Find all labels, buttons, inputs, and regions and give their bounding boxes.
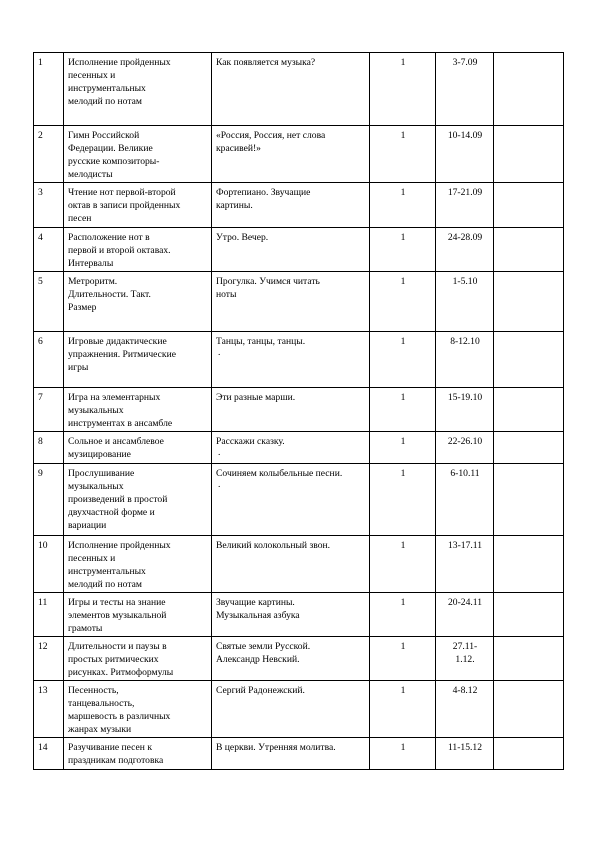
lesson-hours-cell xyxy=(370,681,436,738)
lesson-hours-cell xyxy=(370,228,436,272)
lesson-hours-text: 1 xyxy=(400,57,406,68)
lesson-number-cell xyxy=(34,388,64,432)
lesson-topic-cell xyxy=(64,432,212,464)
lesson-hours-text: 1 xyxy=(400,232,406,243)
table-row xyxy=(34,228,564,272)
lesson-theme-cell xyxy=(212,183,370,228)
lesson-topic-text: Гимн Российской Федерации. Великие русские композиторы- мелодисты xyxy=(68,130,160,180)
lesson-topic-cell xyxy=(64,183,212,228)
lesson-hours-text: 1 xyxy=(400,540,406,551)
table-row xyxy=(34,388,564,432)
lesson-hours-cell xyxy=(370,53,436,126)
lesson-mark-cell xyxy=(494,681,564,738)
lesson-hours-cell xyxy=(370,272,436,332)
lesson-topic-cell xyxy=(64,228,212,272)
table-row xyxy=(34,593,564,637)
lesson-date-cell xyxy=(436,637,494,681)
lesson-theme-cell xyxy=(212,432,370,464)
lesson-mark-cell xyxy=(494,738,564,770)
lesson-hours-cell xyxy=(370,536,436,593)
lesson-number-text: 8 xyxy=(38,436,43,447)
lesson-topic-text: Чтение нот первой-второй октав в записи пройденных песен xyxy=(68,187,181,224)
lesson-date-text: 8-12.10 xyxy=(450,336,480,347)
lesson-date-cell xyxy=(436,464,494,536)
lesson-date-text: 6-10.11 xyxy=(450,468,480,479)
lesson-hours-cell xyxy=(370,332,436,388)
lesson-date-text: 17-21.09 xyxy=(447,187,483,198)
lesson-mark-cell xyxy=(494,126,564,183)
lesson-mark-cell xyxy=(494,228,564,272)
lesson-topic-cell xyxy=(64,593,212,637)
lesson-number-text: 5 xyxy=(38,276,43,287)
lesson-mark-cell xyxy=(494,637,564,681)
lesson-hours-text: 1 xyxy=(400,392,406,403)
lesson-number-text: 13 xyxy=(38,685,48,696)
lesson-topic-cell xyxy=(64,536,212,593)
lesson-mark-cell xyxy=(494,183,564,228)
lesson-topic-cell xyxy=(64,388,212,432)
lesson-date-cell xyxy=(436,536,494,593)
lesson-theme-text: Танцы, танцы, танцы. xyxy=(216,336,306,347)
lesson-topic-text: Прослушивание музыкальных произведений в простой двухчастной форме и вариации xyxy=(68,468,168,531)
lesson-hours-text: 1 xyxy=(400,597,406,608)
lesson-date-text: 11-15.12 xyxy=(447,742,483,753)
lesson-number-text: 7 xyxy=(38,392,43,403)
lesson-hours-text: 1 xyxy=(400,187,406,198)
lesson-hours-text: 1 xyxy=(400,336,406,347)
lesson-mark-cell xyxy=(494,332,564,388)
lesson-date-text: 24-28.09 xyxy=(447,232,483,243)
lesson-number-text: 10 xyxy=(38,540,48,551)
table-row xyxy=(34,681,564,738)
lesson-hours-cell xyxy=(370,464,436,536)
lesson-date-cell xyxy=(436,593,494,637)
lesson-hours-cell xyxy=(370,183,436,228)
lesson-date-cell xyxy=(436,126,494,183)
lesson-number-cell xyxy=(34,536,64,593)
lesson-mark-cell xyxy=(494,536,564,593)
lesson-topic-cell xyxy=(64,738,212,770)
lesson-date-cell xyxy=(436,681,494,738)
lesson-theme-cell xyxy=(212,228,370,272)
lesson-date-text: 3-7.09 xyxy=(452,57,478,68)
lesson-hours-cell xyxy=(370,637,436,681)
lesson-topic-text: Игровые дидактические упражнения. Ритмические игры xyxy=(68,336,176,373)
lesson-topic-text: Расположение нот в первой и второй октавах. Интервалы xyxy=(68,232,171,269)
lesson-theme-cell xyxy=(212,464,370,536)
lesson-theme-cell xyxy=(212,681,370,738)
lesson-theme-text: Звучащие картины. Музыкальная азбука xyxy=(216,597,300,621)
lesson-number-text: 9 xyxy=(38,468,43,479)
table-row xyxy=(34,637,564,681)
lesson-mark-cell xyxy=(494,464,564,536)
lesson-hours-cell xyxy=(370,432,436,464)
lesson-theme-text: Фортепиано. Звучащие картины. xyxy=(216,187,311,211)
table-row xyxy=(34,536,564,593)
lesson-hours-text: 1 xyxy=(400,685,406,696)
theme-dot-mark: . xyxy=(218,447,221,458)
lesson-topic-cell xyxy=(64,126,212,183)
lesson-theme-cell xyxy=(212,536,370,593)
lesson-number-cell xyxy=(34,593,64,637)
lesson-theme-text: Сочиняем колыбельные песни. xyxy=(216,468,343,479)
lesson-hours-text: 1 xyxy=(400,468,406,479)
lesson-topic-cell xyxy=(64,53,212,126)
theme-dot-mark: . xyxy=(218,347,221,358)
lesson-date-cell xyxy=(436,738,494,770)
lesson-hours-text: 1 xyxy=(400,641,406,652)
lesson-mark-cell xyxy=(494,432,564,464)
lesson-number-text: 4 xyxy=(38,232,43,243)
lesson-number-cell xyxy=(34,681,64,738)
lesson-theme-text: Святые земли Русской. Александр Невский. xyxy=(216,641,311,665)
lesson-date-text: 20-24.11 xyxy=(447,597,483,608)
lesson-date-cell xyxy=(436,272,494,332)
lesson-number-cell xyxy=(34,228,64,272)
lesson-date-cell xyxy=(436,432,494,464)
lesson-mark-cell xyxy=(494,388,564,432)
lesson-mark-cell xyxy=(494,53,564,126)
lesson-topic-cell xyxy=(64,332,212,388)
table-row xyxy=(34,183,564,228)
lesson-number-text: 1 xyxy=(38,57,43,68)
lesson-topic-text: Сольное и ансамблевое музицирование xyxy=(68,436,164,460)
theme-dot-mark: . xyxy=(218,479,221,490)
lesson-number-cell xyxy=(34,126,64,183)
lesson-date-text: 4-8.12 xyxy=(452,685,478,696)
lesson-plan-body xyxy=(34,53,564,770)
table-row xyxy=(34,126,564,183)
lesson-number-cell xyxy=(34,464,64,536)
lesson-theme-cell xyxy=(212,272,370,332)
lesson-theme-cell xyxy=(212,593,370,637)
lesson-date-text: 10-14.09 xyxy=(447,130,483,141)
lesson-theme-cell xyxy=(212,53,370,126)
lesson-hours-cell xyxy=(370,593,436,637)
lesson-theme-cell xyxy=(212,637,370,681)
lesson-theme-cell xyxy=(212,388,370,432)
lesson-theme-text: Утро. Вечер. xyxy=(216,232,269,243)
lesson-topic-cell xyxy=(64,637,212,681)
lesson-number-text: 2 xyxy=(38,130,43,141)
lesson-number-text: 6 xyxy=(38,336,43,347)
lesson-theme-text: Эти разные марши. xyxy=(216,392,296,403)
lesson-date-text: 22-26.10 xyxy=(447,436,483,447)
lesson-topic-text: Разучивание песен к праздникам подготовка xyxy=(68,742,164,766)
lesson-theme-text: Сергий Радонежский. xyxy=(216,685,305,696)
lesson-hours-cell xyxy=(370,738,436,770)
lesson-date-text: 27.11- 1.12. xyxy=(452,641,478,665)
lesson-topic-cell xyxy=(64,464,212,536)
lesson-hours-text: 1 xyxy=(400,436,406,447)
lesson-number-text: 11 xyxy=(38,597,48,608)
table-row xyxy=(34,464,564,536)
lesson-topic-text: Длительности и паузы в простых ритмических рисунках. Ритмоформулы xyxy=(68,641,174,678)
lesson-number-text: 14 xyxy=(38,742,48,753)
lesson-mark-cell xyxy=(494,593,564,637)
lesson-mark-cell xyxy=(494,272,564,332)
lesson-topic-text: Метроритм. Длительности. Такт. Размер xyxy=(68,276,151,313)
table-row xyxy=(34,53,564,126)
lesson-number-cell xyxy=(34,332,64,388)
table-row xyxy=(34,738,564,770)
lesson-date-text: 1-5.10 xyxy=(452,276,478,287)
lesson-topic-text: Игры и тесты на знание элементов музыкальной грамоты xyxy=(68,597,167,634)
table-row xyxy=(34,332,564,388)
lesson-theme-cell xyxy=(212,332,370,388)
lesson-topic-text: Исполнение пройденных песенных и инструментальных мелодий по нотам xyxy=(68,57,171,107)
lesson-number-cell xyxy=(34,432,64,464)
lesson-theme-text: Расскажи сказку. xyxy=(216,436,285,447)
lesson-theme-text: В церкви. Утренняя молитва. xyxy=(216,742,336,753)
lesson-date-cell xyxy=(436,228,494,272)
lesson-topic-text: Исполнение пройденных песенных и инструментальных мелодий по нотам xyxy=(68,540,171,590)
lesson-number-cell xyxy=(34,53,64,126)
lesson-hours-text: 1 xyxy=(400,276,406,287)
table-row xyxy=(34,272,564,332)
lesson-date-cell xyxy=(436,388,494,432)
lesson-topic-cell xyxy=(64,681,212,738)
lesson-theme-text: Прогулка. Учимся читать ноты xyxy=(216,276,320,300)
lesson-number-cell xyxy=(34,637,64,681)
lesson-number-text: 12 xyxy=(38,641,48,652)
lesson-theme-text: «Россия, Россия, нет слова красивей!» xyxy=(216,130,326,154)
lesson-theme-text: Великий колокольный звон. xyxy=(216,540,331,551)
lesson-date-cell xyxy=(436,332,494,388)
lesson-number-cell xyxy=(34,183,64,228)
lesson-theme-cell xyxy=(212,738,370,770)
lesson-number-text: 3 xyxy=(38,187,43,198)
lesson-date-text: 13-17.11 xyxy=(447,540,483,551)
lesson-theme-cell xyxy=(212,126,370,183)
lesson-topic-text: Игра на элементарных музыкальных инструментах в ансамбле xyxy=(68,392,173,429)
lesson-topic-text: Песенность, танцевальность, маршевость в различных жанрах музыки xyxy=(68,685,171,735)
lesson-number-cell xyxy=(34,738,64,770)
lesson-date-cell xyxy=(436,183,494,228)
lesson-plan-table xyxy=(33,52,564,770)
lesson-hours-text: 1 xyxy=(400,130,406,141)
lesson-theme-text: Как появляется музыка? xyxy=(216,57,316,68)
lesson-date-cell xyxy=(436,53,494,126)
lesson-hours-cell xyxy=(370,126,436,183)
table-row xyxy=(34,432,564,464)
lesson-hours-text: 1 xyxy=(400,742,406,753)
lesson-hours-cell xyxy=(370,388,436,432)
lesson-number-cell xyxy=(34,272,64,332)
lesson-date-text: 15-19.10 xyxy=(447,392,483,403)
lesson-topic-cell xyxy=(64,272,212,332)
